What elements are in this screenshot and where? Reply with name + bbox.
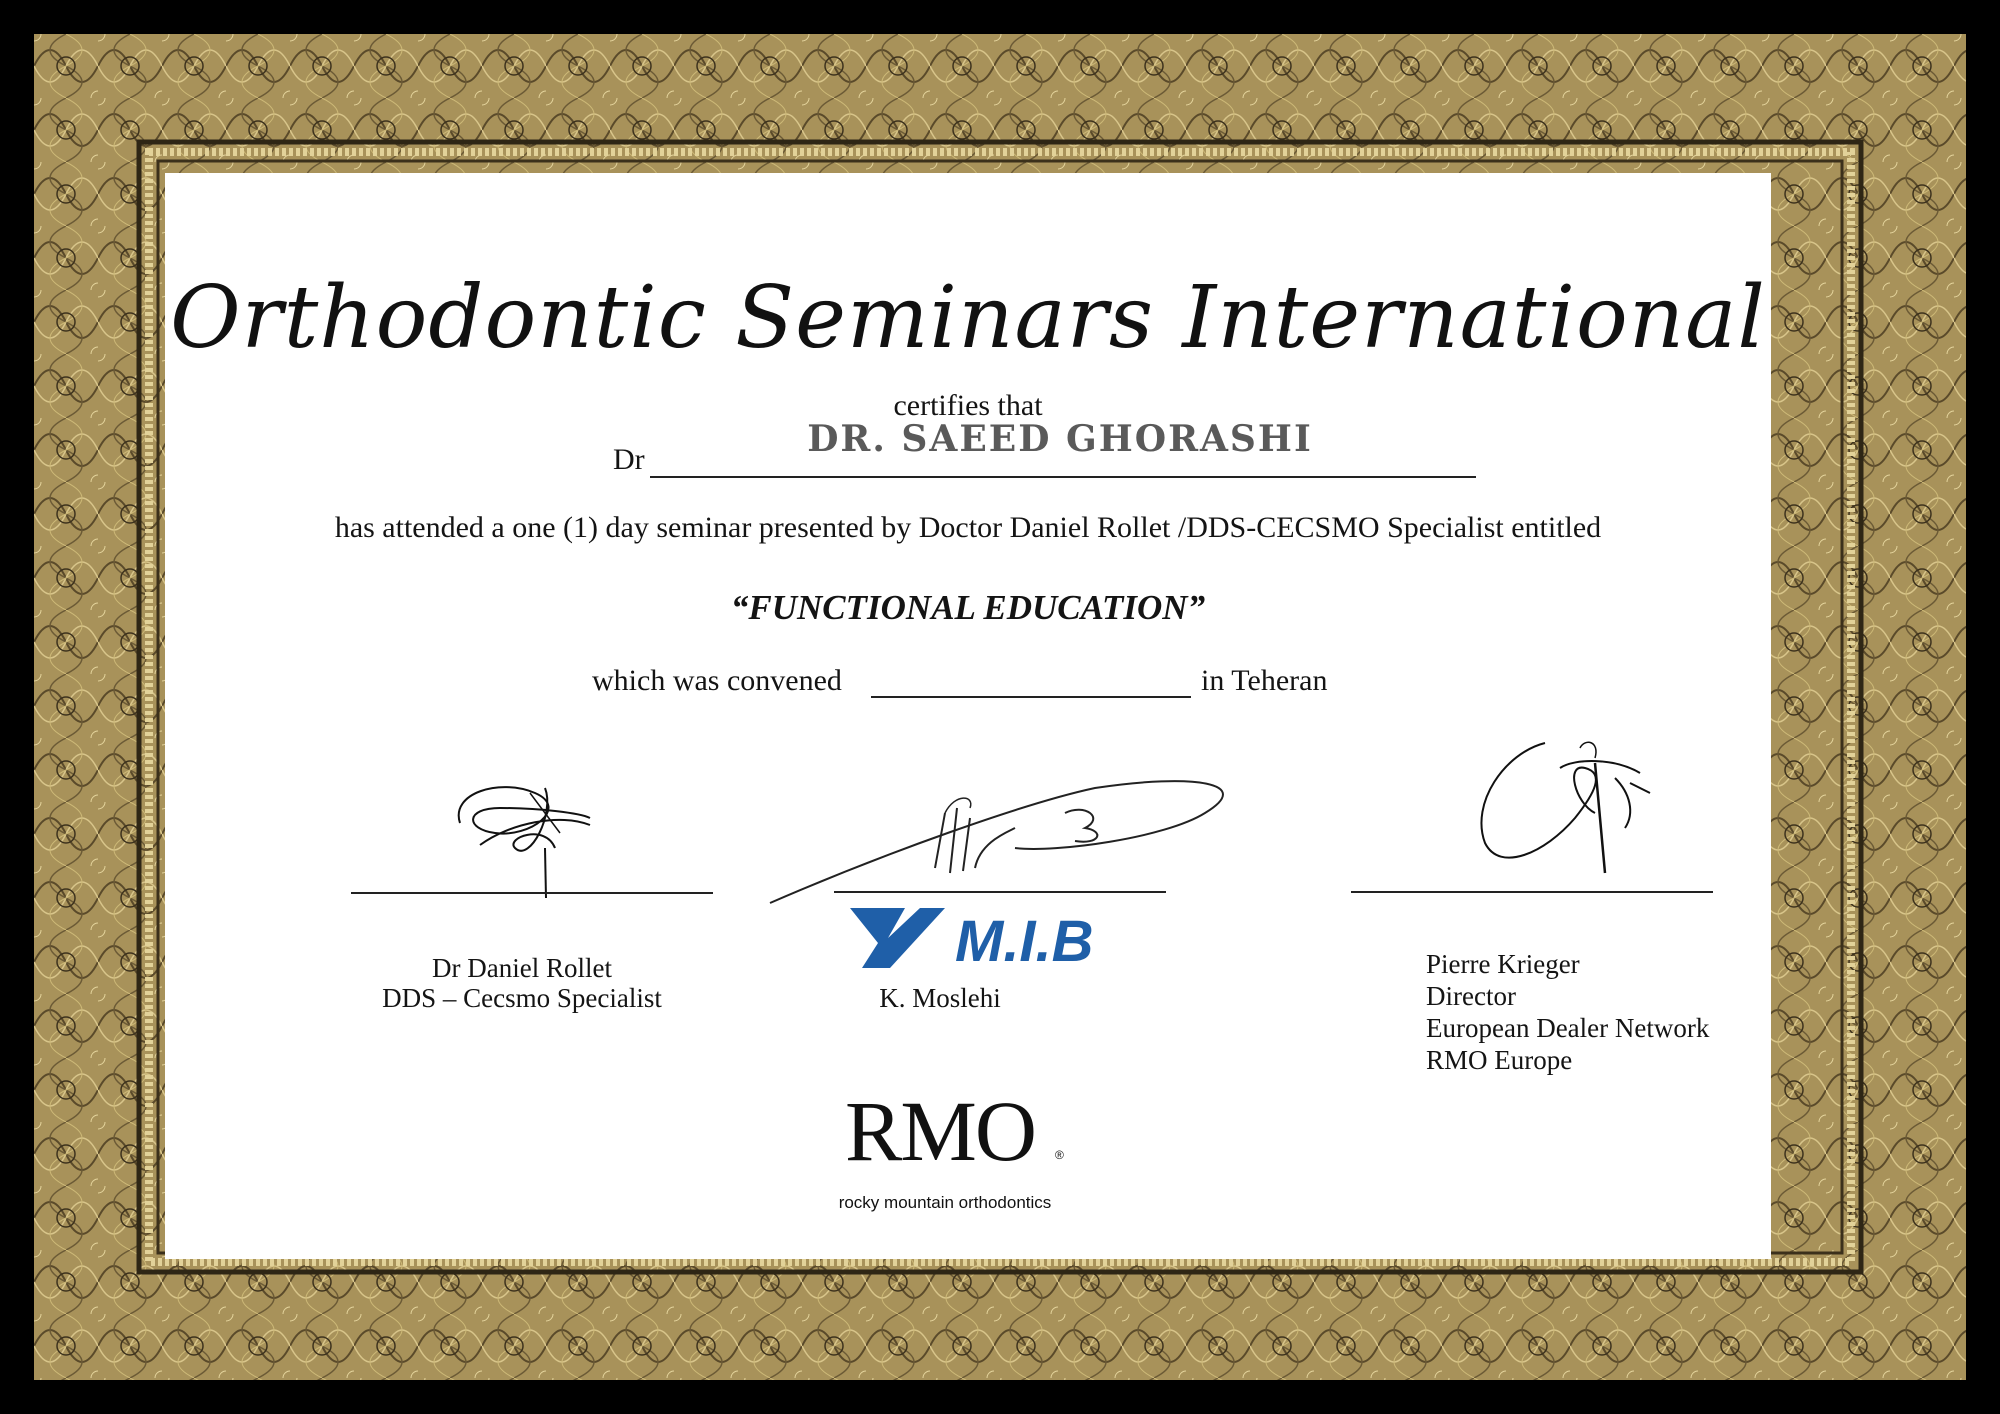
registered-mark: ®: [1055, 1148, 1064, 1162]
convened-date-line: [871, 696, 1191, 698]
signature-line-left: [351, 892, 713, 894]
certifies-text: certifies that: [893, 389, 1043, 422]
signature-center: [765, 773, 1245, 908]
signatory-right-name: Pierre Krieger: [1426, 949, 1580, 979]
signatory-right-department: European Dealer Network: [1426, 1013, 1710, 1043]
mib-logo: [850, 903, 1160, 973]
rmo-logo-wordmark: RMO: [845, 1083, 1035, 1179]
signature-right: [1465, 733, 1665, 878]
signature-line-center: [834, 891, 1166, 893]
signatory-center-name: K. Moslehi: [879, 983, 1001, 1013]
signatory-right-title: Director: [1426, 981, 1516, 1011]
attendance-statement: has attended a one (1) day seminar presented by Doctor Daniel Rollet /DDS-CECSMO Specialist entitled: [334, 511, 1602, 544]
certificate-paper: [165, 173, 1771, 1259]
recipient-name: DR. SAEED GHORASHI: [807, 418, 1313, 460]
seminar-title: “FUNCTIONAL EDUCATION”: [730, 588, 1206, 627]
rmo-logo-tagline: rocky mountain orthodontics: [838, 1193, 1052, 1212]
signature-line-right: [1351, 891, 1713, 893]
location-label: in Teheran: [1201, 664, 1328, 697]
signatory-left-title: DDS – Cecsmo Specialist: [382, 983, 662, 1013]
signatory-left-name: Dr Daniel Rollet: [432, 953, 612, 983]
signatory-right-company: RMO Europe: [1426, 1045, 1573, 1075]
mib-logo-text: M.I.B: [955, 909, 1094, 973]
recipient-prefix: Dr: [613, 443, 645, 476]
organization-title: Orthodontic Seminars International: [170, 268, 1766, 368]
recipient-name-line: [650, 476, 1476, 478]
convened-label: which was convened: [592, 664, 842, 697]
signature-left: [440, 753, 600, 903]
